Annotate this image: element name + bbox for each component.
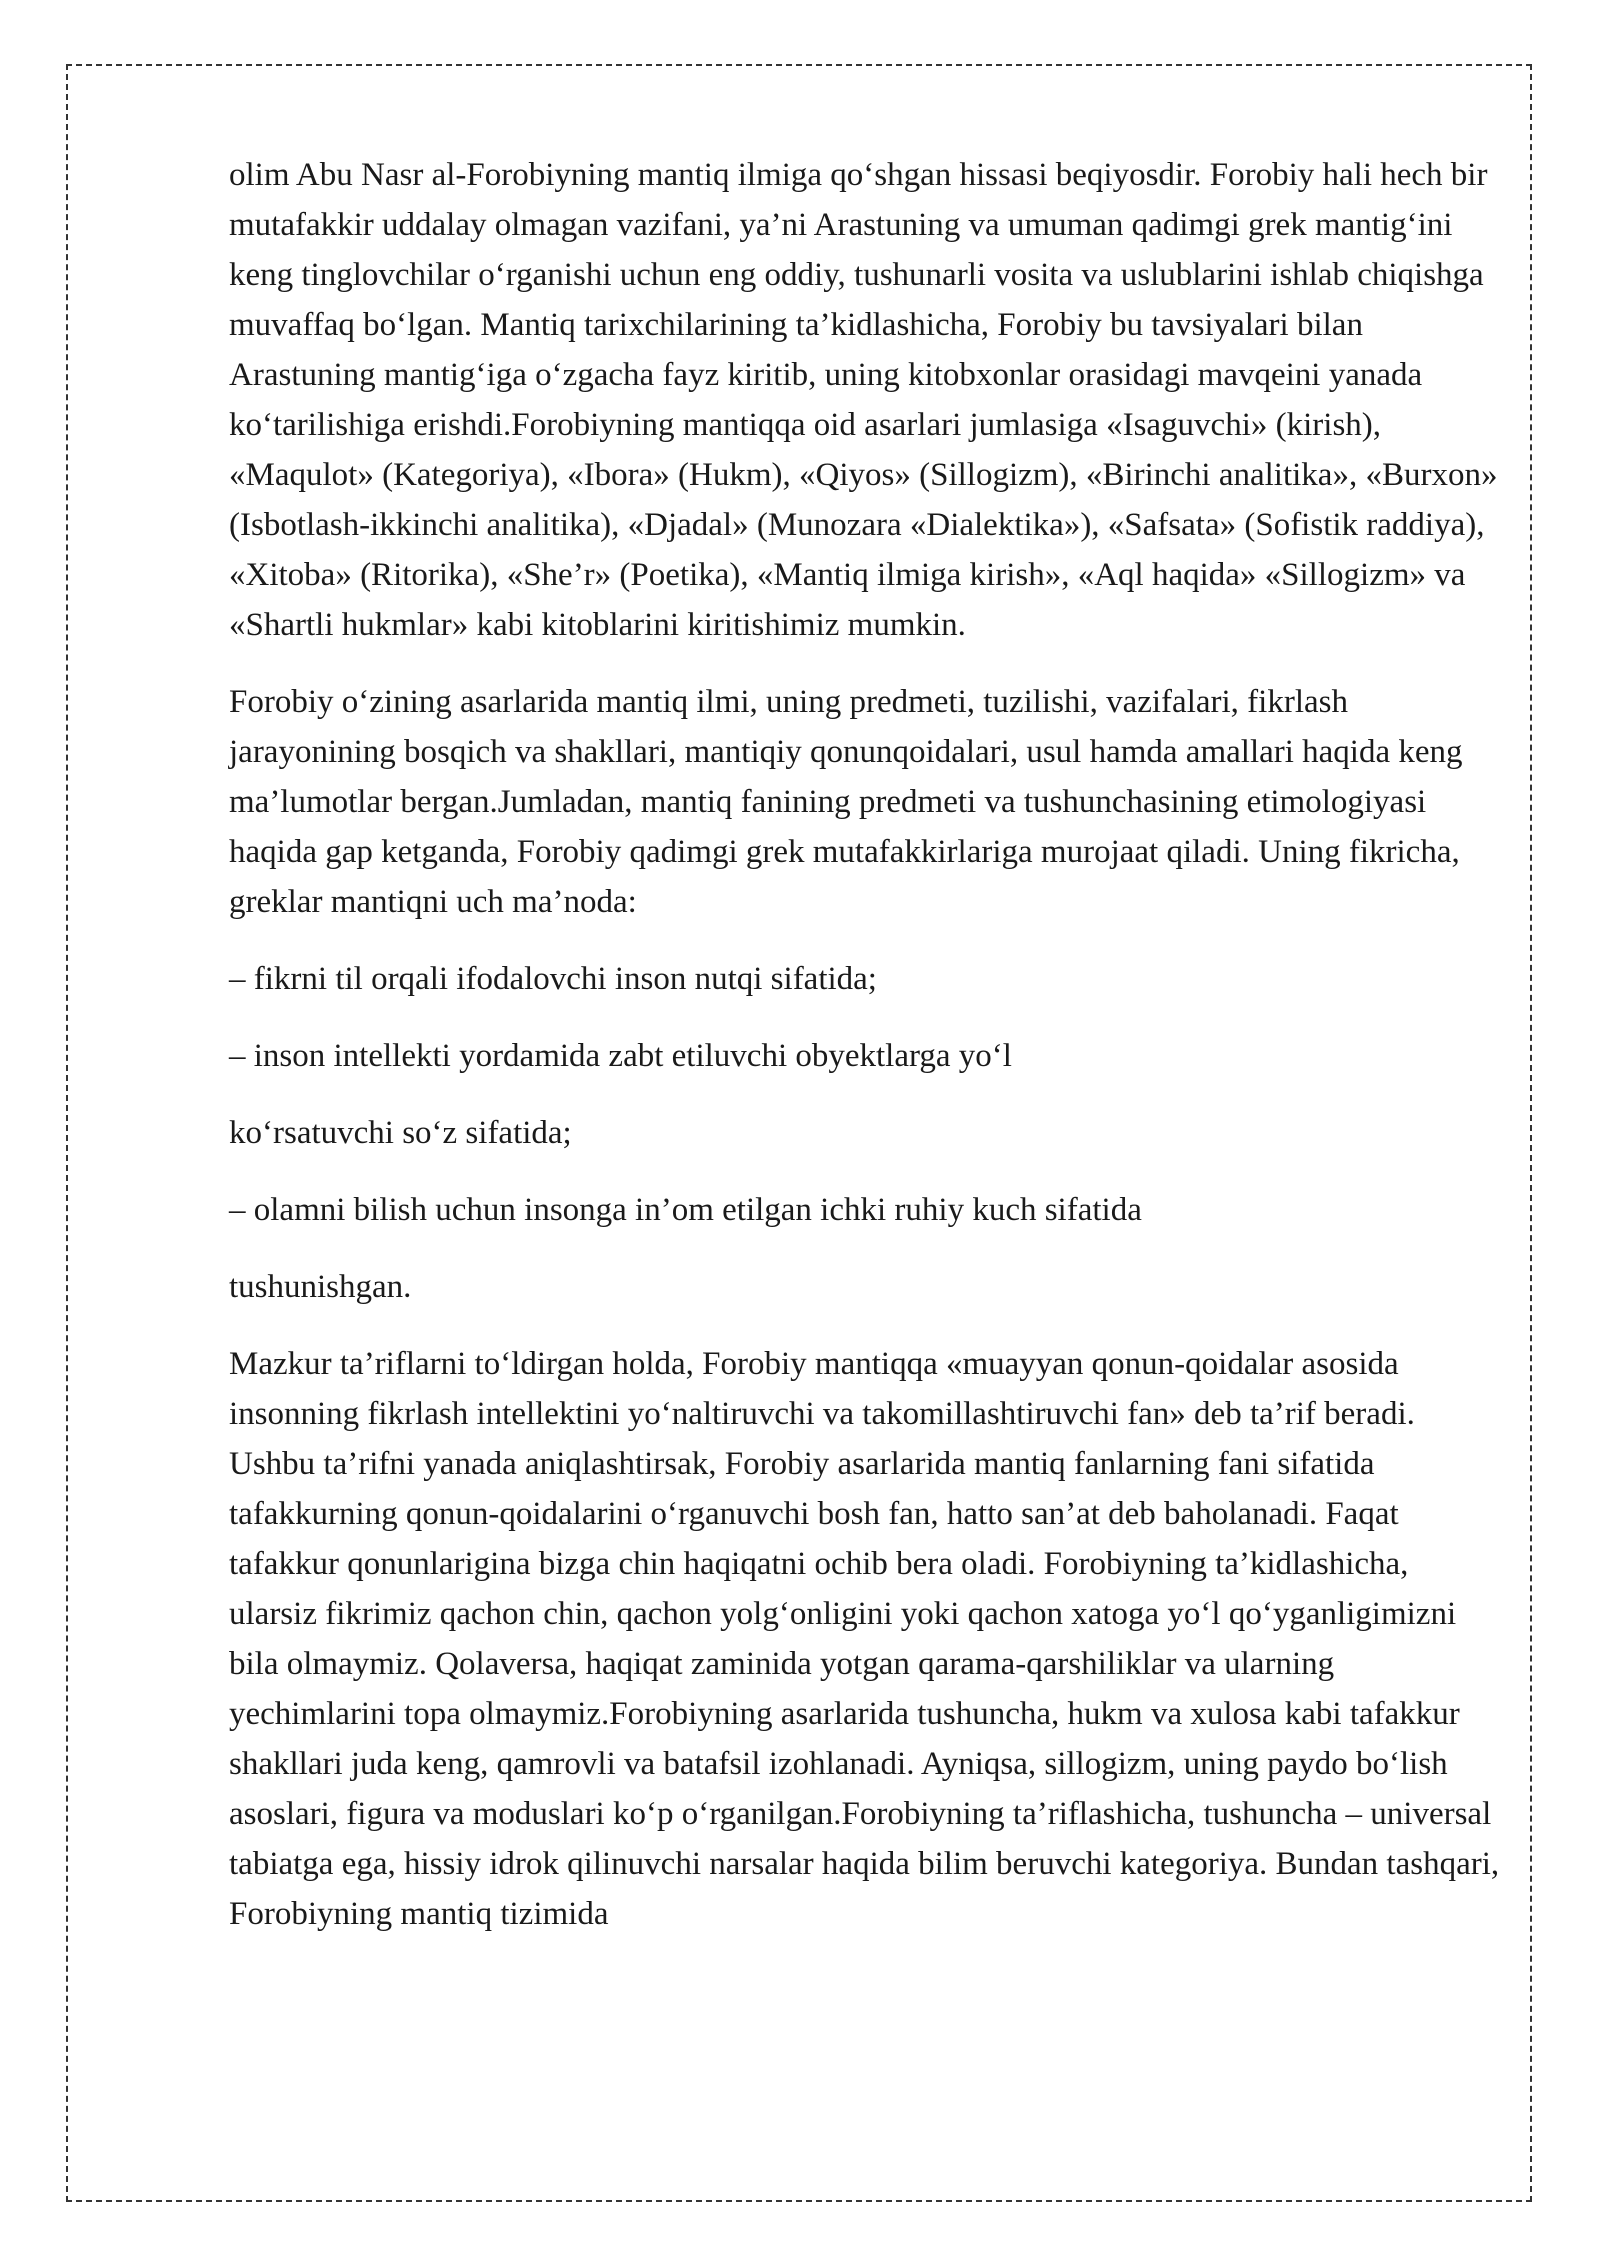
list-item-meaning-2: – inson intellekti yordamida zabt etiluvchi obyektlarga yo‘l bbox=[229, 1038, 1012, 1074]
document-body bbox=[229, 150, 1504, 1966]
list-item-meaning-3-continued: tushunishgan. bbox=[229, 1269, 412, 1305]
paragraph-forobiy-works: Forobiy o‘zining asarlarida mantiq ilmi, uning predmeti, tuzilishi, vazifalari, fikrlash jarayonining bosqich va shakllari, mantiqiy qonunqoidalari, usul hamda amallari haqida keng ma’lumotlar bergan.Jumladan, mantiq fanining predmeti va tushunchasining etimologiyasi haqida gap ketganda, Forobiy qadimgi grek mutafakkirlariga murojaat qiladi. Uning fikricha, greklar mantiqni uch ma’noda: bbox=[229, 684, 1463, 920]
paragraph-intro: olim Abu Nasr al-Forobiyning mantiq ilmiga qo‘shgan hissasi beqiyosdir. Forobiy hali hech bir mutafakkir uddalay olmagan vazifani, ya’ni Arastuning va umuman qadimgi grek mantig‘ini keng tinglovchilar o‘rganishi uchun eng oddiy, tushunarli vosita va uslublarini ishlab chiqishga muvaffaq bo‘lgan. Mantiq tarixchilarining ta’kidlashicha, Forobiy bu tavsiyalari bilan Arastuning mantig‘iga o‘zgacha fayz kiritib, uning kitobxonlar orasidagi mavqeini yanada ko‘tarilishiga erishdi.Forobiyning mantiqqa oid asarlari jumlasiga «Isaguvchi» (kirish), «Maqulot» (Kategoriya), «Ibora» (Hukm), «Qiyos» (Sillogizm), «Birinchi analitika», «Burxon» (Isbotlash-ikkinchi analitika), «Djadal» (Munozara «Dialektika»), «Safsata» (Sofistik raddiya), «Xitoba» (Ritorika), «She’r» (Poetika), «Mantiq ilmiga kirish», «Aql haqida» «Sillogizm» va «Shartli hukmlar» kabi kitoblarini kiritishimiz mumkin. bbox=[229, 157, 1498, 643]
paragraph-definitions: Mazkur ta’riflarni to‘ldirgan holda, Forobiy mantiqqa «muayyan qonun-qoidalar asosida insonning fikrlash intellektini yo‘naltiruvchi va takomillashtiruvchi fan» deb ta’rif beradi. Ushbu ta’rifni yanada aniqlashtirsak, Forobiy asarlarida mantiq fanlarning fani sifatida tafakkurning qonun-qoidalarini o‘rganuvchi bosh fan, hatto san’at deb baholanadi. Faqat tafakkur qonunlarigina bizga chin haqiqatni ochib bera oladi. Forobiyning ta’kidlashicha, ularsiz fikrimiz qachon chin, qachon yolg‘onligini yoki qachon xatoga yo‘l qo‘yganligimizni bila olmaymiz. Qolaversa, haqiqat zaminida yotgan qarama-qarshiliklar va ularning yechimlarini topa olmaymiz.Forobiyning asarlarida tushuncha, hukm va xulosa kabi tafakkur shakllari juda keng, qamrovli va batafsil izohlanadi. Ayniqsa, sillogizm, uning paydo bo‘lish asoslari, figura va moduslari ko‘p o‘rganilgan.Forobiyning ta’riflashicha, tushuncha – universal tabiatga ega, hissiy idrok qilinuvchi narsalar haqida bilim beruvchi kategoriya. Bundan tashqari, Forobiyning mantiq tizimida bbox=[229, 1346, 1500, 1932]
list-item-meaning-1: – fikrni til orqali ifodalovchi inson nutqi sifatida; bbox=[229, 961, 877, 997]
list-item-meaning-2-continued: ko‘rsatuvchi so‘z sifatida; bbox=[229, 1115, 572, 1151]
list-item-meaning-3: – olamni bilish uchun insonga in’om etilgan ichki ruhiy kuch sifatida bbox=[229, 1192, 1142, 1228]
